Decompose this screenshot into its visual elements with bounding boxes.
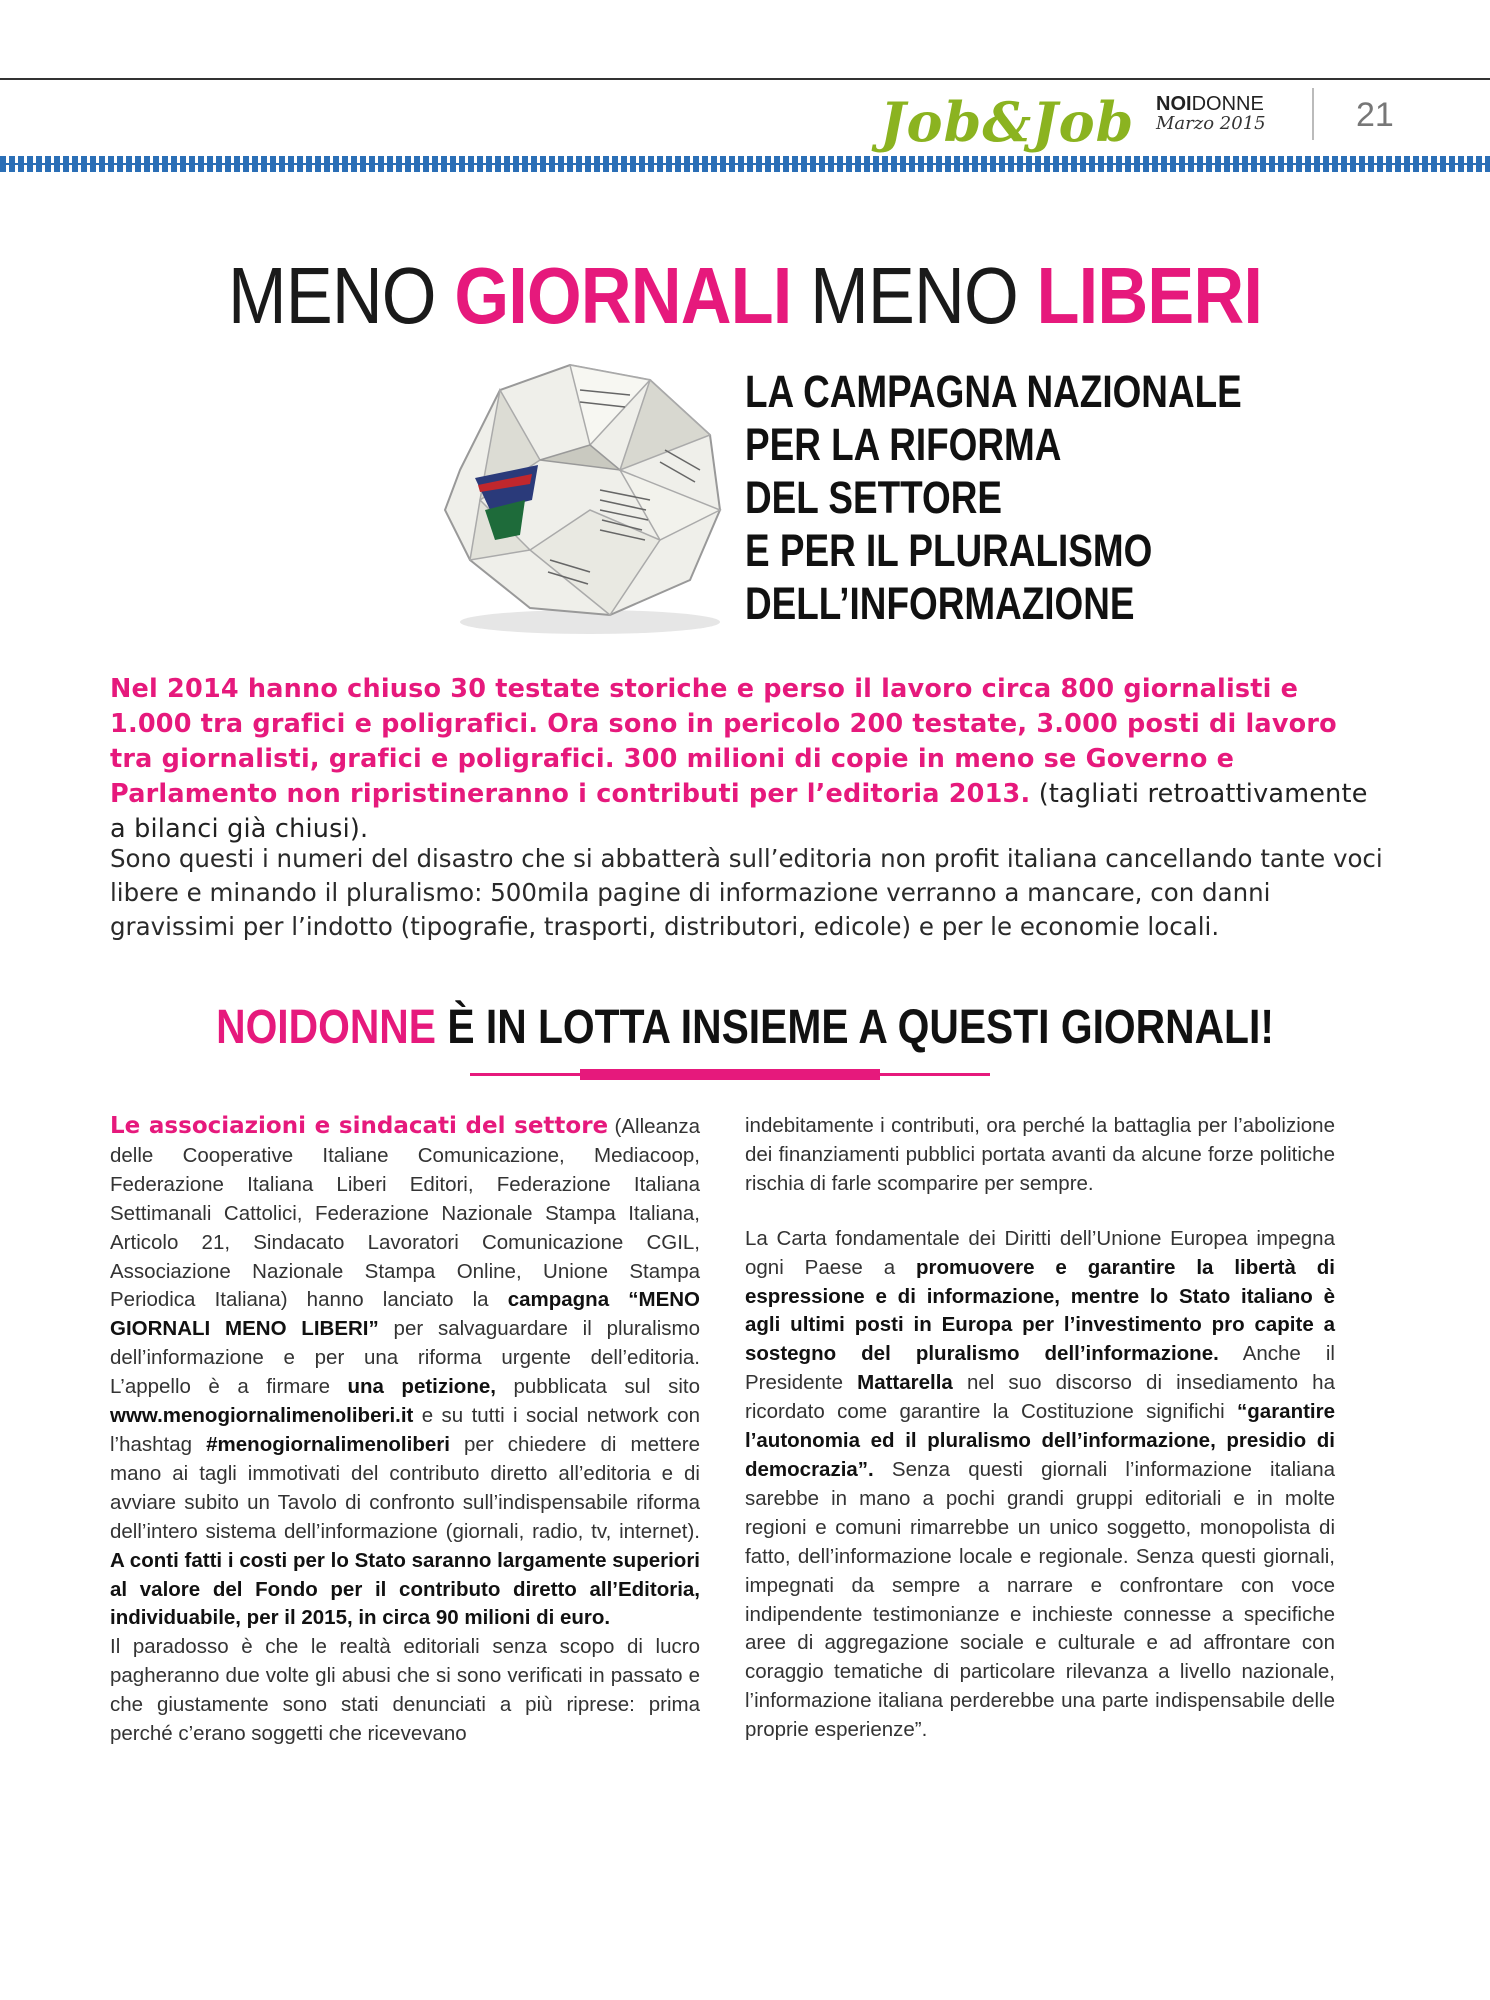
- text-run: Anche il Presidente: [745, 1342, 1335, 1395]
- text-run: (Alleanza delle Cooperative Italiane Comunicazione, Mediacoop, Federazione Italiana Liberi Editori, Federazione Italiana Settimanali Cattolici, Federazione Nazionale Stampa Italiana, Articolo 21, Sindacato Lavoratori Comunicazione CGIL, Associazione Nazionale Stampa Online, Unione Stampa Periodica Italiana) hanno lanciato la: [110, 1115, 700, 1312]
- intro-paragraph: [110, 672, 1385, 847]
- subheadline: [745, 365, 1319, 630]
- magazine-block: [1156, 94, 1266, 134]
- top-rule: [0, 78, 1490, 80]
- banner-heading: [112, 1000, 1379, 1055]
- right-column: [745, 1112, 1335, 1745]
- title-part-4: LIBERI: [1036, 251, 1262, 340]
- magazine-name-bold: NOI: [1156, 93, 1192, 115]
- text-run: per chiedere di mettere mano ai tagli immotivati del contributo diretto all’editoria e di avviare subito un Tavolo di confronto sull’indispensabile riforma dell’intero sistema dell’informazione (giornali, radio, tv, internet).: [110, 1432, 700, 1543]
- title-part-1: MENO: [227, 251, 455, 340]
- magazine-name-rest: DONNE: [1191, 93, 1264, 115]
- banner-brand: NOIDONNE: [216, 1001, 436, 1054]
- bold-run: Mattarella: [857, 1371, 953, 1395]
- header-divider: [1312, 88, 1314, 140]
- subhead-line: E PER IL PLURALISMO: [745, 525, 1153, 576]
- second-paragraph: Sono questi i numeri del disastro che si abbatterà sull’editoria non profit italiana cancellando tante voci libere e minando il pluralismo: 500mila pagine di informazione verranno a mancare, con danni gravissimi per l’indotto (tipografie, trasporti, distributori, edicole) e per le economie locali.: [110, 844, 1383, 941]
- right-paragraph-1: indebitamente i contributi, ora perché la battaglia per l’abolizione dei finanziamenti pubblici portata avanti da alcune forze politiche rischia di farle scomparire per sempre.: [745, 1114, 1335, 1195]
- crumpled-newspaper-image: [420, 350, 740, 640]
- magazine-name: [1156, 94, 1266, 115]
- intro-highlight: Nel 2014 hanno chiuso 30 testate storiche e perso il lavoro circa 800 giornalisti e 1.000 tra grafici e poligrafici. Ora sono in pericolo 200 testate, 3.000 posti di lavoro tra giornalisti, grafici e poligrafici. 300 milioni di copie in meno se Governo e Parlamento non ripristineranno i contributi per l’editoria 2013.: [110, 674, 1337, 809]
- page-header: [0, 82, 1490, 160]
- text-run: Senza questi giornali l’informazione italiana sarebbe in mano a pochi grandi gruppi editoriali e in molte regioni e comuni rimarrebbe un unico soggetto, monopolista di fatto, dell’informazione locale e regionale. Senza questi giornali, impegnati da sempre a narrare e confrontare con voce indipendente testimonianze e inchieste connesse a specifiche aree di aggregazione sociale e culturale e ad affrontare con coraggio tematiche di particolare rilevanza a livello nazionale, l’informazione italiana perderebbe una parte indispensabile delle proprie esperienze”.: [745, 1457, 1335, 1742]
- bold-run: campagna “MENO GIORNALI MENO LIBERI”: [110, 1288, 700, 1341]
- text-run: pubblicata sul sito: [495, 1375, 700, 1399]
- subhead-line: DEL SETTORE: [745, 472, 1002, 523]
- banner-rest: È IN LOTTA INSIEME A QUESTI GIORNALI!: [435, 1001, 1274, 1054]
- decorative-rule-thick: [580, 1069, 880, 1080]
- bold-run: promuovere e garantire la libertà di espressione e di informazione, mentre lo Stato italiano è agli ultimi posti in Europa per l’investimento pro capite a sostegno del pluralismo dell’informazione.: [745, 1255, 1335, 1366]
- main-title: [89, 250, 1400, 342]
- left-paragraph-2: Il paradosso è che le realtà editoriali senza scopo di lucro pagheranno due volte gli abusi che si sono verificati in passato e che giustamente sono stati denunciati a più riprese: prima perché c’erano soggetti che ricevevano: [110, 1635, 700, 1746]
- page-number: 21: [1356, 96, 1394, 134]
- intro-note: (tagliati retroattivamente a bilanci già chiusi).: [110, 779, 1368, 844]
- subhead-line: PER LA RIFORMA: [745, 419, 1062, 470]
- section-name: Job&Job: [880, 90, 1135, 154]
- left-column: [110, 1112, 700, 1749]
- right-paragraph-2: [745, 1225, 1335, 1745]
- bold-run: una petizione,: [347, 1375, 496, 1399]
- title-part-3: MENO: [791, 251, 1037, 340]
- hashtag: #menogiornalimenoliberi: [206, 1432, 450, 1456]
- bold-run: “garantire l’autonomia ed il pluralismo dell’informazione, presidio di democrazia”.: [745, 1400, 1335, 1481]
- bold-run: A conti fatti i costi per lo Stato saranno largamente superiori al valore del Fondo per il contributo diretto all’Editoria, individuabile, per il 2015, in circa 90 milioni di euro.: [110, 1548, 700, 1630]
- website-link: www.menogiornalimenoliberi.it: [110, 1404, 414, 1428]
- text-run: nel suo discorso di insediamento ha ricordato come garantire la Costituzione significhi: [745, 1371, 1335, 1424]
- subhead-line: DELL’INFORMAZIONE: [745, 578, 1135, 629]
- header-stripe: [0, 156, 1490, 172]
- text-run: per salvaguardare il pluralismo dell’informazione e per una riforma urgente dell’editoria. L’appello è a firmare: [110, 1317, 700, 1399]
- title-part-2: GIORNALI: [454, 251, 792, 340]
- text-run: e su tutti i social network con l’hashtag: [110, 1404, 700, 1456]
- issue-date: Marzo 2015: [1156, 113, 1266, 134]
- text-run: La Carta fondamentale dei Diritti dell’Unione Europea impegna ogni Paese a: [745, 1226, 1335, 1279]
- lead-in: Le associazioni e sindacati del settore: [110, 1113, 609, 1139]
- left-paragraph-1: [110, 1112, 700, 1633]
- subhead-line: LA CAMPAGNA NAZIONALE: [745, 366, 1242, 417]
